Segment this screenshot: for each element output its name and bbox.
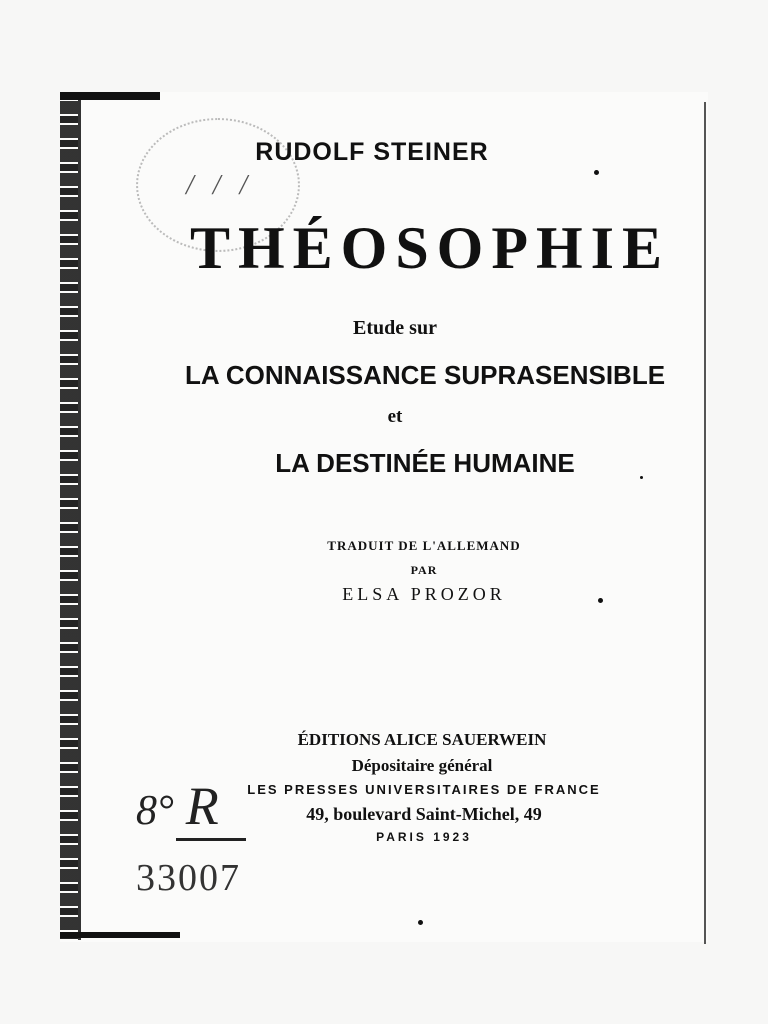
depositary-label: Dépositaire général: [351, 756, 493, 775]
translation-note: TRADUIT DE L'ALLEMAND: [327, 538, 521, 553]
page-bottom-edge: [60, 932, 180, 938]
library-stamp-marks: / / /: [186, 170, 254, 201]
page-top-edge: [60, 92, 160, 100]
ink-speck: [594, 170, 599, 175]
ink-speck: [418, 920, 423, 925]
publisher-address: 49, boulevard Saint-Michel, 49: [306, 804, 542, 824]
place-and-year: PARIS 1923: [376, 830, 472, 844]
publisher-name: ÉDITIONS ALICE SAUERWEIN: [297, 730, 547, 749]
shelfmark-letter: R: [185, 776, 219, 836]
ink-speck: [640, 476, 643, 479]
translator-name: ELSA PROZOR: [342, 584, 506, 604]
shelfmark-format: 8°: [136, 788, 174, 834]
depositary-name: LES PRESSES UNIVERSITAIRES DE FRANCE: [247, 782, 601, 797]
translation-by: PAR: [410, 563, 438, 577]
subtitle-line-1: LA CONNAISSANCE SUPRASENSIBLE: [184, 360, 666, 390]
handwritten-shelfmark-line-1: [136, 775, 219, 837]
ink-speck: [598, 598, 603, 603]
handwritten-shelfmark-line-2: 33007: [136, 857, 241, 899]
subtitle-intro: Etude sur: [353, 317, 437, 339]
shelfmark-underline: [176, 838, 246, 841]
subtitle-line-2: LA DESTINÉE HUMAINE: [275, 448, 575, 478]
subtitle-conjunction: et: [387, 406, 403, 427]
book-title: THÉOSOPHIE: [189, 215, 671, 281]
author-name: RUDOLF STEINER: [255, 138, 489, 166]
